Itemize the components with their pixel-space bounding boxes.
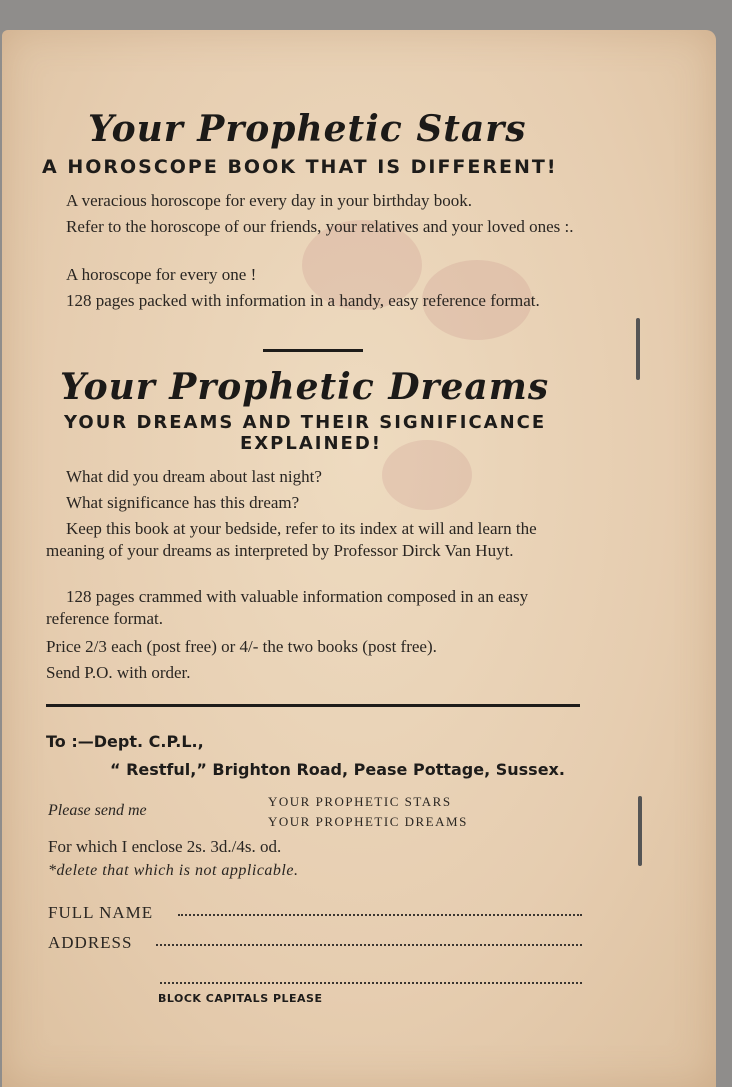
- send-po-line: Send P.O. with order.: [46, 663, 191, 682]
- book2-subtitle: EXPLAINED!: [240, 433, 382, 454]
- full-name-field[interactable]: [178, 914, 582, 916]
- book2-subtitle: YOUR DREAMS AND THEIR SIGNIFICANCE: [64, 412, 547, 433]
- order-form-divider: [46, 704, 580, 707]
- staple: [638, 796, 642, 866]
- block-capitals-note: BLOCK CAPITALS PLEASE: [158, 992, 323, 1005]
- address-label: ADDRESS: [48, 933, 133, 952]
- book1-title: Your Prophetic Stars: [88, 108, 527, 150]
- price-line: Price 2/3 each (post free) or 4/- the two books (post free).: [46, 637, 437, 656]
- book2-paragraph: 128 pages crammed with valuable information composed in an easy reference format.: [46, 587, 529, 628]
- address-field-second-line[interactable]: [160, 982, 582, 984]
- book2-title: Your Prophetic Dreams: [60, 366, 550, 408]
- please-send-label: Please send me: [48, 802, 147, 819]
- book1-paragraph: A veracious horoscope for every day in your birthday book.: [66, 191, 472, 210]
- option-dreams[interactable]: YOUR PROPHETIC DREAMS: [268, 814, 468, 829]
- to-line: To :—Dept. C.P.L.,: [46, 732, 204, 751]
- book1-subtitle: A HOROSCOPE BOOK THAT IS DIFFERENT!: [42, 156, 558, 178]
- book1-paragraph: Refer to the horoscope of our friends, your relatives and your loved ones :.: [66, 217, 574, 236]
- book2-paragraph: What did you dream about last night?: [66, 467, 322, 486]
- section-divider: [263, 349, 363, 352]
- full-name-label: FULL NAME: [48, 903, 154, 922]
- book1-paragraph: 128 pages packed with information in a handy, easy reference format.: [66, 291, 540, 310]
- book2-paragraph: Keep this book at your bedside, refer to its index at will and learn the meaning of your dreams as interpreted by Professor Dirck Van Huyt.: [46, 519, 537, 560]
- option-stars[interactable]: YOUR PROPHETIC STARS: [268, 794, 452, 809]
- address-line: “ Restful,” Brighton Road, Pease Pottage, Sussex.: [110, 760, 565, 779]
- book2-paragraph: What significance has this dream?: [66, 493, 300, 512]
- address-field[interactable]: [156, 944, 582, 946]
- delete-note: *delete that which is not applicable.: [48, 862, 299, 879]
- staple: [636, 318, 640, 380]
- enclose-line: For which I enclose 2s. 3d./4s. od.: [48, 837, 282, 856]
- book1-paragraph: A horoscope for every one !: [66, 265, 257, 284]
